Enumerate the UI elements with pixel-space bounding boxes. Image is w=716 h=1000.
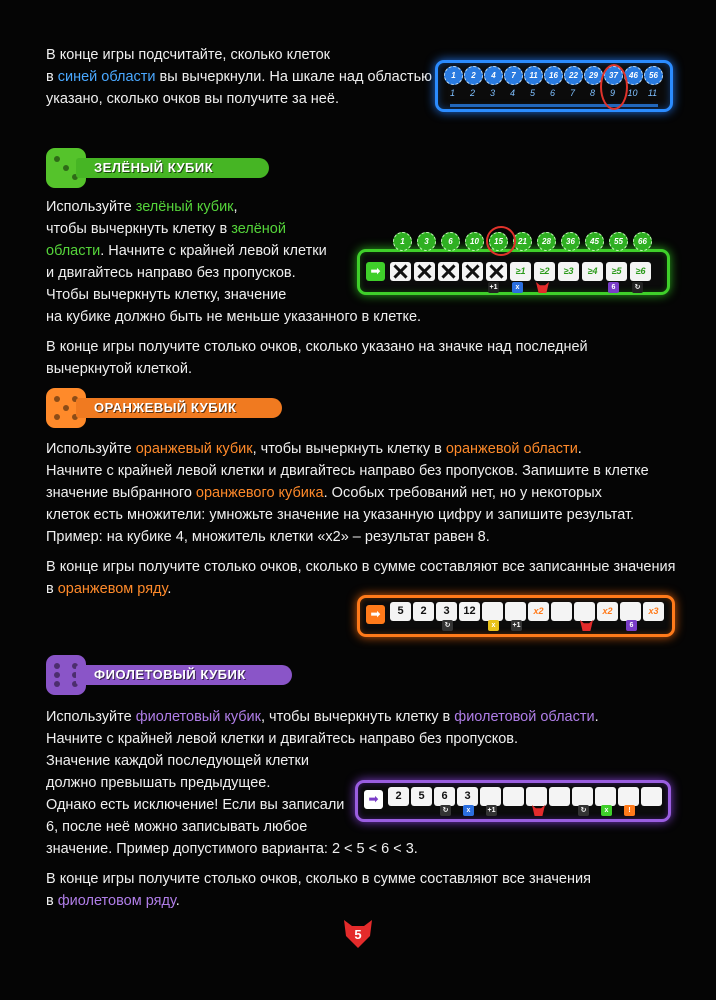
text-line: Начните с крайней левой клетки и двигайтесь направо без пропусков. Запишите в клетке <box>46 463 649 479</box>
cell-value: ≥4 <box>587 266 598 276</box>
orange-header-label: ОРАНЖЕВЫЙ КУБИК <box>76 398 282 418</box>
count-label: 2 <box>469 88 475 98</box>
track-cell <box>526 787 547 806</box>
highlighted-term: фиолетовом ряду <box>57 893 176 909</box>
track-cell <box>482 602 503 621</box>
start-arrow-icon: ➡ <box>364 790 383 809</box>
track-cell <box>486 262 507 281</box>
track-cell <box>597 602 618 621</box>
highlighted-term: области <box>46 243 101 259</box>
score-badge: 7 <box>504 66 523 85</box>
bonus-icon: 6 <box>608 282 619 293</box>
highlighted-term: зелёной <box>231 221 286 237</box>
track-cell <box>505 602 526 621</box>
text-line: вычеркнутой клеткой. <box>46 361 192 377</box>
score-badge: 3 <box>417 232 436 251</box>
track-cell <box>606 262 627 281</box>
score-badge: 28 <box>537 232 556 251</box>
highlighted-term: оранжевый кубик <box>135 441 253 457</box>
text-line: значение. Пример допустимого варианта: 2 < 5 < 6 < 3. <box>46 841 418 857</box>
bonus-icon: +1 <box>512 622 521 629</box>
score-badge: 1 <box>393 232 412 251</box>
score-badge: 16 <box>544 66 563 85</box>
bonus-icon: x <box>463 805 474 816</box>
track-cell <box>534 262 555 281</box>
score-badge: 4 <box>484 66 503 85</box>
page-number-badge <box>342 918 374 950</box>
intro-paragraph <box>46 44 432 110</box>
text-line: области. Начните с крайней левой клетки <box>46 243 327 259</box>
highlight-circle <box>600 64 628 110</box>
bonus-icon: ↻ <box>578 805 589 816</box>
text-line: Используйте оранжевый кубик, чтобы вычеркнуть клетку в оранжевой области. <box>46 441 582 457</box>
count-label: 5 <box>529 88 535 98</box>
text-line: клеток есть множители: умножьте значение на указанную цифру и запишите результат. <box>46 507 635 523</box>
cell-value: ≥2 <box>539 266 550 276</box>
cell-value: ≥5 <box>611 266 622 276</box>
green-track <box>357 249 670 295</box>
purple-paragraph-2 <box>46 868 591 912</box>
track-cell <box>574 602 595 621</box>
score-badge: 2 <box>464 66 483 85</box>
text-line: чтобы вычеркнуть клетку в зелёной <box>46 221 286 237</box>
highlighted-term: синей области <box>57 69 156 85</box>
count-label: 4 <box>509 88 515 98</box>
count-label: 1 <box>449 88 455 98</box>
bonus-icon: ! <box>624 805 635 816</box>
text-line: на кубике должно быть не меньше указанного в клетке. <box>46 309 422 325</box>
cell-value: 2 <box>420 605 427 617</box>
highlighted-term: фиолетовой области <box>454 709 595 725</box>
bonus-icon: ↻ <box>442 620 453 631</box>
track-cell <box>411 787 432 806</box>
cell-value: ≥3 <box>563 266 574 276</box>
cell-value: 3 <box>443 605 450 617</box>
highlighted-term: оранжевом ряду <box>57 581 168 597</box>
text-line: Используйте зелёный кубик, <box>46 199 238 215</box>
score-badge: 66 <box>633 232 652 251</box>
text-line: В конце игры получите столько очков, сколько в сумме составляют все записанные значения <box>46 559 676 575</box>
track-cell <box>462 262 483 281</box>
cell-value: 2 <box>395 790 402 802</box>
page-number: 5 <box>354 927 362 942</box>
cell-value: 3 <box>464 790 471 802</box>
text-line: значение выбранного оранжевого кубика. Особых требований нет, но у некоторых <box>46 485 602 501</box>
count-label: 11 <box>647 88 658 98</box>
score-badge: 1 <box>444 66 463 85</box>
track-cell <box>390 262 411 281</box>
count-label: 7 <box>569 88 575 98</box>
green-paragraph-2 <box>46 336 588 380</box>
orange-track <box>357 595 675 637</box>
track-cell <box>595 787 616 806</box>
cell-value: 5 <box>397 605 404 617</box>
text-line: должно превышать предыдущее. <box>46 775 271 791</box>
score-badge: 22 <box>564 66 583 85</box>
highlighted-term: фиолетовый кубик <box>135 709 261 725</box>
score-badge: 6 <box>441 232 460 251</box>
text-line: в синей области вы вычеркнули. На шкале над областью <box>46 69 433 85</box>
track-cell <box>528 602 549 621</box>
bonus-icon: ↻ <box>632 282 643 293</box>
track-cell <box>630 262 651 281</box>
highlighted-term: оранжевого кубика <box>195 485 324 501</box>
cell-value: x2 <box>602 606 613 616</box>
highlighted-term: зелёный кубик <box>135 199 234 215</box>
track-cell <box>388 787 409 806</box>
track-cell <box>480 787 501 806</box>
track-cell <box>582 262 603 281</box>
cell-value: ≥6 <box>635 266 646 276</box>
track-cell <box>510 262 531 281</box>
fox-icon <box>536 282 549 293</box>
highlighted-term: оранжевой области <box>445 441 578 457</box>
cell-value: 12 <box>463 605 476 617</box>
track-cell <box>558 262 579 281</box>
track-cell <box>457 787 478 806</box>
text-line: 6, после неё можно записывать любое <box>46 819 308 835</box>
track-cell <box>459 602 480 621</box>
text-line: Пример: на кубике 4, множитель клетки «х2» – результат равен 8. <box>46 529 490 545</box>
track-cell <box>414 262 435 281</box>
track-cell <box>503 787 524 806</box>
start-arrow-icon: ➡ <box>366 262 385 281</box>
score-badge: 21 <box>513 232 532 251</box>
text-line: Чтобы вычеркнуть клетку, значение <box>46 287 287 303</box>
text-line: В конце игры получите столько очков, сколько в сумме составляют все значения <box>46 871 591 887</box>
text-line: Используйте фиолетовый кубик, чтобы вычеркнуть клетку в фиолетовой области. <box>46 709 599 725</box>
cell-value: 6 <box>441 790 448 802</box>
text-line: и двигайтесь направо без пропусков. <box>46 265 296 281</box>
bonus-icon: ↻ <box>440 805 451 816</box>
bonus-icon: x <box>512 282 523 293</box>
count-label: 8 <box>589 88 595 98</box>
track-cell <box>438 262 459 281</box>
track-cell <box>643 602 664 621</box>
text-line: в оранжевом ряду. <box>46 581 172 597</box>
text-line: указано, сколько очков вы получите за неё. <box>46 91 339 107</box>
bonus-icon: x <box>488 620 499 631</box>
track-cell <box>618 787 639 806</box>
text-line: В конце игры получите столько очков, сколько указано на значке над последней <box>46 339 588 355</box>
text-line: Однако есть исключение! Если вы записали <box>46 797 345 813</box>
score-badge: 11 <box>524 66 543 85</box>
track-cell <box>641 787 662 806</box>
score-badge: 55 <box>609 232 628 251</box>
track-cell <box>436 602 457 621</box>
score-badge: 15 <box>489 232 508 251</box>
score-badge: 45 <box>585 232 604 251</box>
highlight-circle <box>486 226 516 256</box>
track-cell <box>390 602 411 621</box>
fox-icon <box>532 805 545 816</box>
text-line: Начните с крайней левой клетки и двигайтесь направо без пропусков. <box>46 731 519 747</box>
track-cell <box>572 787 593 806</box>
count-label: 6 <box>549 88 555 98</box>
track-cell <box>549 787 570 806</box>
cell-value: x3 <box>648 606 659 616</box>
blue-track <box>435 60 673 112</box>
score-badge: 46 <box>624 66 643 85</box>
green-header-label: ЗЕЛЁНЫЙ КУБИК <box>76 158 269 178</box>
count-label: 9 <box>609 88 615 98</box>
bonus-icon: x <box>601 805 612 816</box>
count-label: 10 <box>627 88 638 98</box>
bonus-icon: +1 <box>487 807 496 814</box>
score-badge: 29 <box>584 66 603 85</box>
track-cell <box>413 602 434 621</box>
text-line: Значение каждой последующей клетки <box>46 753 309 769</box>
orange-paragraph-2 <box>46 556 675 600</box>
cell-value: 5 <box>418 790 425 802</box>
fox-icon <box>580 620 593 631</box>
purple-header-label: ФИОЛЕТОВЫЙ КУБИК <box>76 665 292 685</box>
orange-paragraph-1 <box>46 438 649 548</box>
track-cell <box>620 602 641 621</box>
score-badge: 37 <box>604 66 623 85</box>
track-cell <box>434 787 455 806</box>
count-label: 3 <box>489 88 495 98</box>
text-line: В конце игры подсчитайте, сколько клеток <box>46 47 331 63</box>
bonus-icon: +1 <box>489 284 498 291</box>
score-badge: 10 <box>465 232 484 251</box>
start-arrow-icon: ➡ <box>366 605 385 624</box>
score-badge: 56 <box>644 66 663 85</box>
text-line: в фиолетовом ряду. <box>46 893 180 909</box>
cell-value: ≥1 <box>515 266 526 276</box>
score-badge: 36 <box>561 232 580 251</box>
purple-track <box>355 780 671 822</box>
track-cell <box>551 602 572 621</box>
cell-value: x2 <box>533 606 544 616</box>
bonus-icon: 6 <box>626 620 637 631</box>
